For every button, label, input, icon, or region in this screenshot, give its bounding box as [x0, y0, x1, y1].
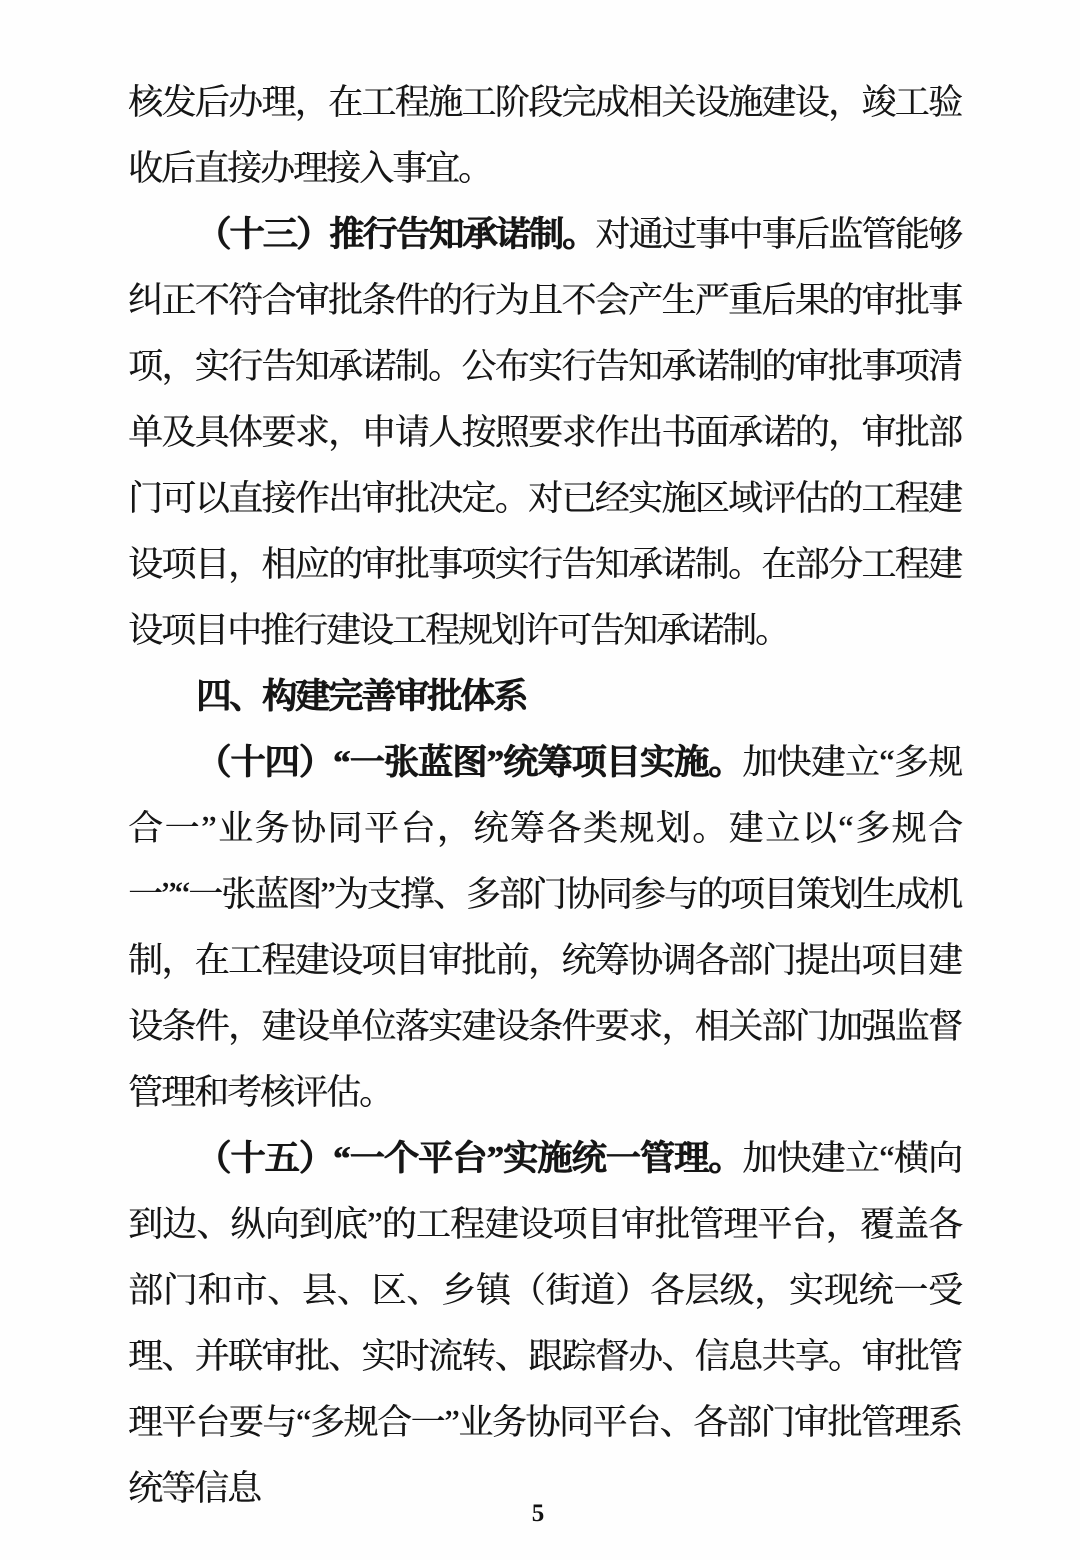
text-segment: 核发后办理，在工程施工阶段完成相关设施建设，竣工验收后直接办理接入事宜。 [128, 83, 961, 188]
text-segment: 对通过事中事后监管能够纠正不符合审批条件的行为且不会产生严重后果的审批事项，实行告知承诺制。公布实行告知承诺制的审批事项清单及具体要求，申请人按照要求作出书面承诺的，审批部门可以直接作出审批决定。对已经实施区域评估的工程建设项目，相应的审批事项实行告知承诺制。在部分工程建设项目中推行建设工程规划许可告知承诺制。 [128, 215, 961, 650]
bold-text-segment: （十五）“一个平台”实施统一管理。 [196, 1139, 743, 1178]
bold-text-segment: （十四）“一张蓝图”统筹项目实施。 [196, 743, 743, 782]
page-number: 5 [531, 1500, 545, 1527]
text-segment: 加快建立“多规合一”业务协同平台，统筹各类规划。建立以“多规合一”“一张蓝图”为支撑、多部门协同参与的项目策划生成机制，在工程建设项目审批前，统筹协调各部门提出项目建设条件，建设单位落实建设条件要求，相关部门加强监督管理和考核评估。 [128, 743, 961, 1112]
clause-14-paragraph [128, 730, 961, 1126]
bold-text-segment: 四、构建完善审批体系 [196, 677, 527, 716]
bold-text-segment: （十三）推行告知承诺制。 [196, 215, 596, 254]
paragraph-continued-from-previous-page [128, 70, 961, 202]
clause-13-paragraph [128, 202, 961, 664]
section-4-heading [128, 664, 961, 730]
clause-15-paragraph [128, 1126, 961, 1522]
document-text-block [128, 70, 961, 1522]
text-segment: 加快建立“横向到边、纵向到底”的工程建设项目审批管理平台，覆盖各部门和市、县、区、乡镇（街道）各层级，实现统一受理、并联审批、实时流转、跟踪督办、信息共享。审批管理平台要与“多规合一”业务协同平台、各部门审批管理系统等信息 [128, 1139, 961, 1508]
